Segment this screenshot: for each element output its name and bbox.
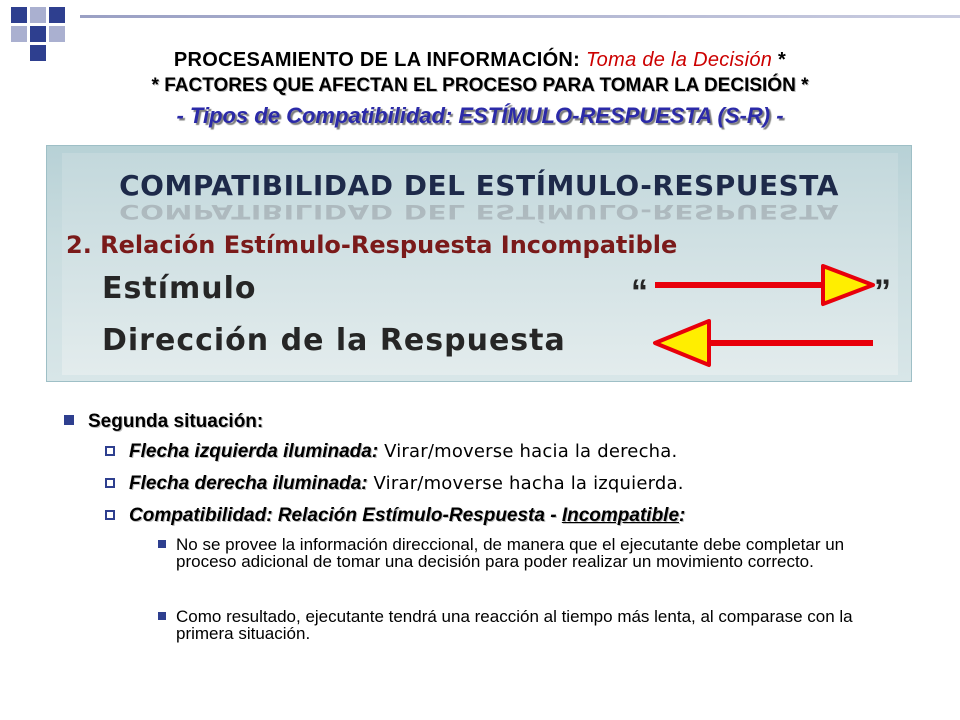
decor-square [11,26,27,42]
sub-bullet-label: Flecha derecha iluminada: [129,473,368,494]
decor-square [49,26,65,42]
sub-bullet [105,473,684,495]
decor-square [30,7,46,23]
quote-close: ” [874,273,891,311]
small-square-icon [158,540,166,548]
hollow-square-icon [105,446,115,456]
sub-bullet [105,505,685,527]
slide-subtitle: * FACTORES QUE AFECTAN EL PROCESO PARA TOMAR LA DECISIÓN * [151,75,809,96]
decor-square [30,26,46,42]
title-star: * [778,49,787,71]
title-red: Toma de la Decisión [586,49,773,71]
note-bullet [158,608,898,642]
sub-bullet [105,441,677,463]
slide-title [0,49,960,72]
decor-square [11,7,27,23]
diagram-title: COMPATIBILIDAD DEL ESTÍMULO-RESPUESTA [119,169,839,202]
quote-open: “ [631,273,648,311]
note-text: Como resultado, ejecutante tendrá una reacción al tiempo más lenta, al comparase con la primera situación. [176,607,853,643]
hollow-square-icon [105,510,115,520]
sub-bullet-label-underlined: Incompatible [561,505,680,526]
top-rule [80,15,960,18]
main-bullet [64,411,263,433]
note-bullet [158,536,898,570]
decor-square [49,7,65,23]
main-bullet-text: Segunda situación: [88,411,264,432]
sub-bullet-text: Virar/moverse hacia la derecha. [378,441,678,462]
left-arrow-icon [651,318,881,368]
sub-bullet-label: Compatibilidad: Relación Estímulo-Respuesta - [129,505,562,526]
sub-bullet-text: Virar/moverse hacha la izquierda. [367,473,684,494]
hollow-square-icon [105,478,115,488]
diagram-panel [46,145,912,382]
bullet-square-icon [64,415,74,425]
diagram-subtitle: 2. Relación Estímulo-Respuesta Incompatible [66,231,678,259]
right-arrow-icon [651,263,881,309]
sub-bullet-label-end: : [679,505,686,526]
title-bold: PROCESAMIENTO DE LA INFORMACIÓN: [173,49,581,71]
sub-bullet-label: Flecha izquierda iluminada: [129,441,379,462]
slide-topic: - Tipos de Compatibilidad: ESTÍMULO-RESPUESTA (S-R) - [176,103,784,128]
small-square-icon [158,612,166,620]
note-text: No se provee la información direccional, de manera que el ejecutante debe completar un proceso adicional de tomar una decisión para poder realizar un movimiento correcto. [176,535,845,571]
diagram-title-reflection: COMPATIBILIDAD DEL ESTÍMULO-RESPUESTA [119,199,839,224]
stimulus-label: Estímulo [102,271,257,306]
response-label: Dirección de la Respuesta [102,323,566,358]
